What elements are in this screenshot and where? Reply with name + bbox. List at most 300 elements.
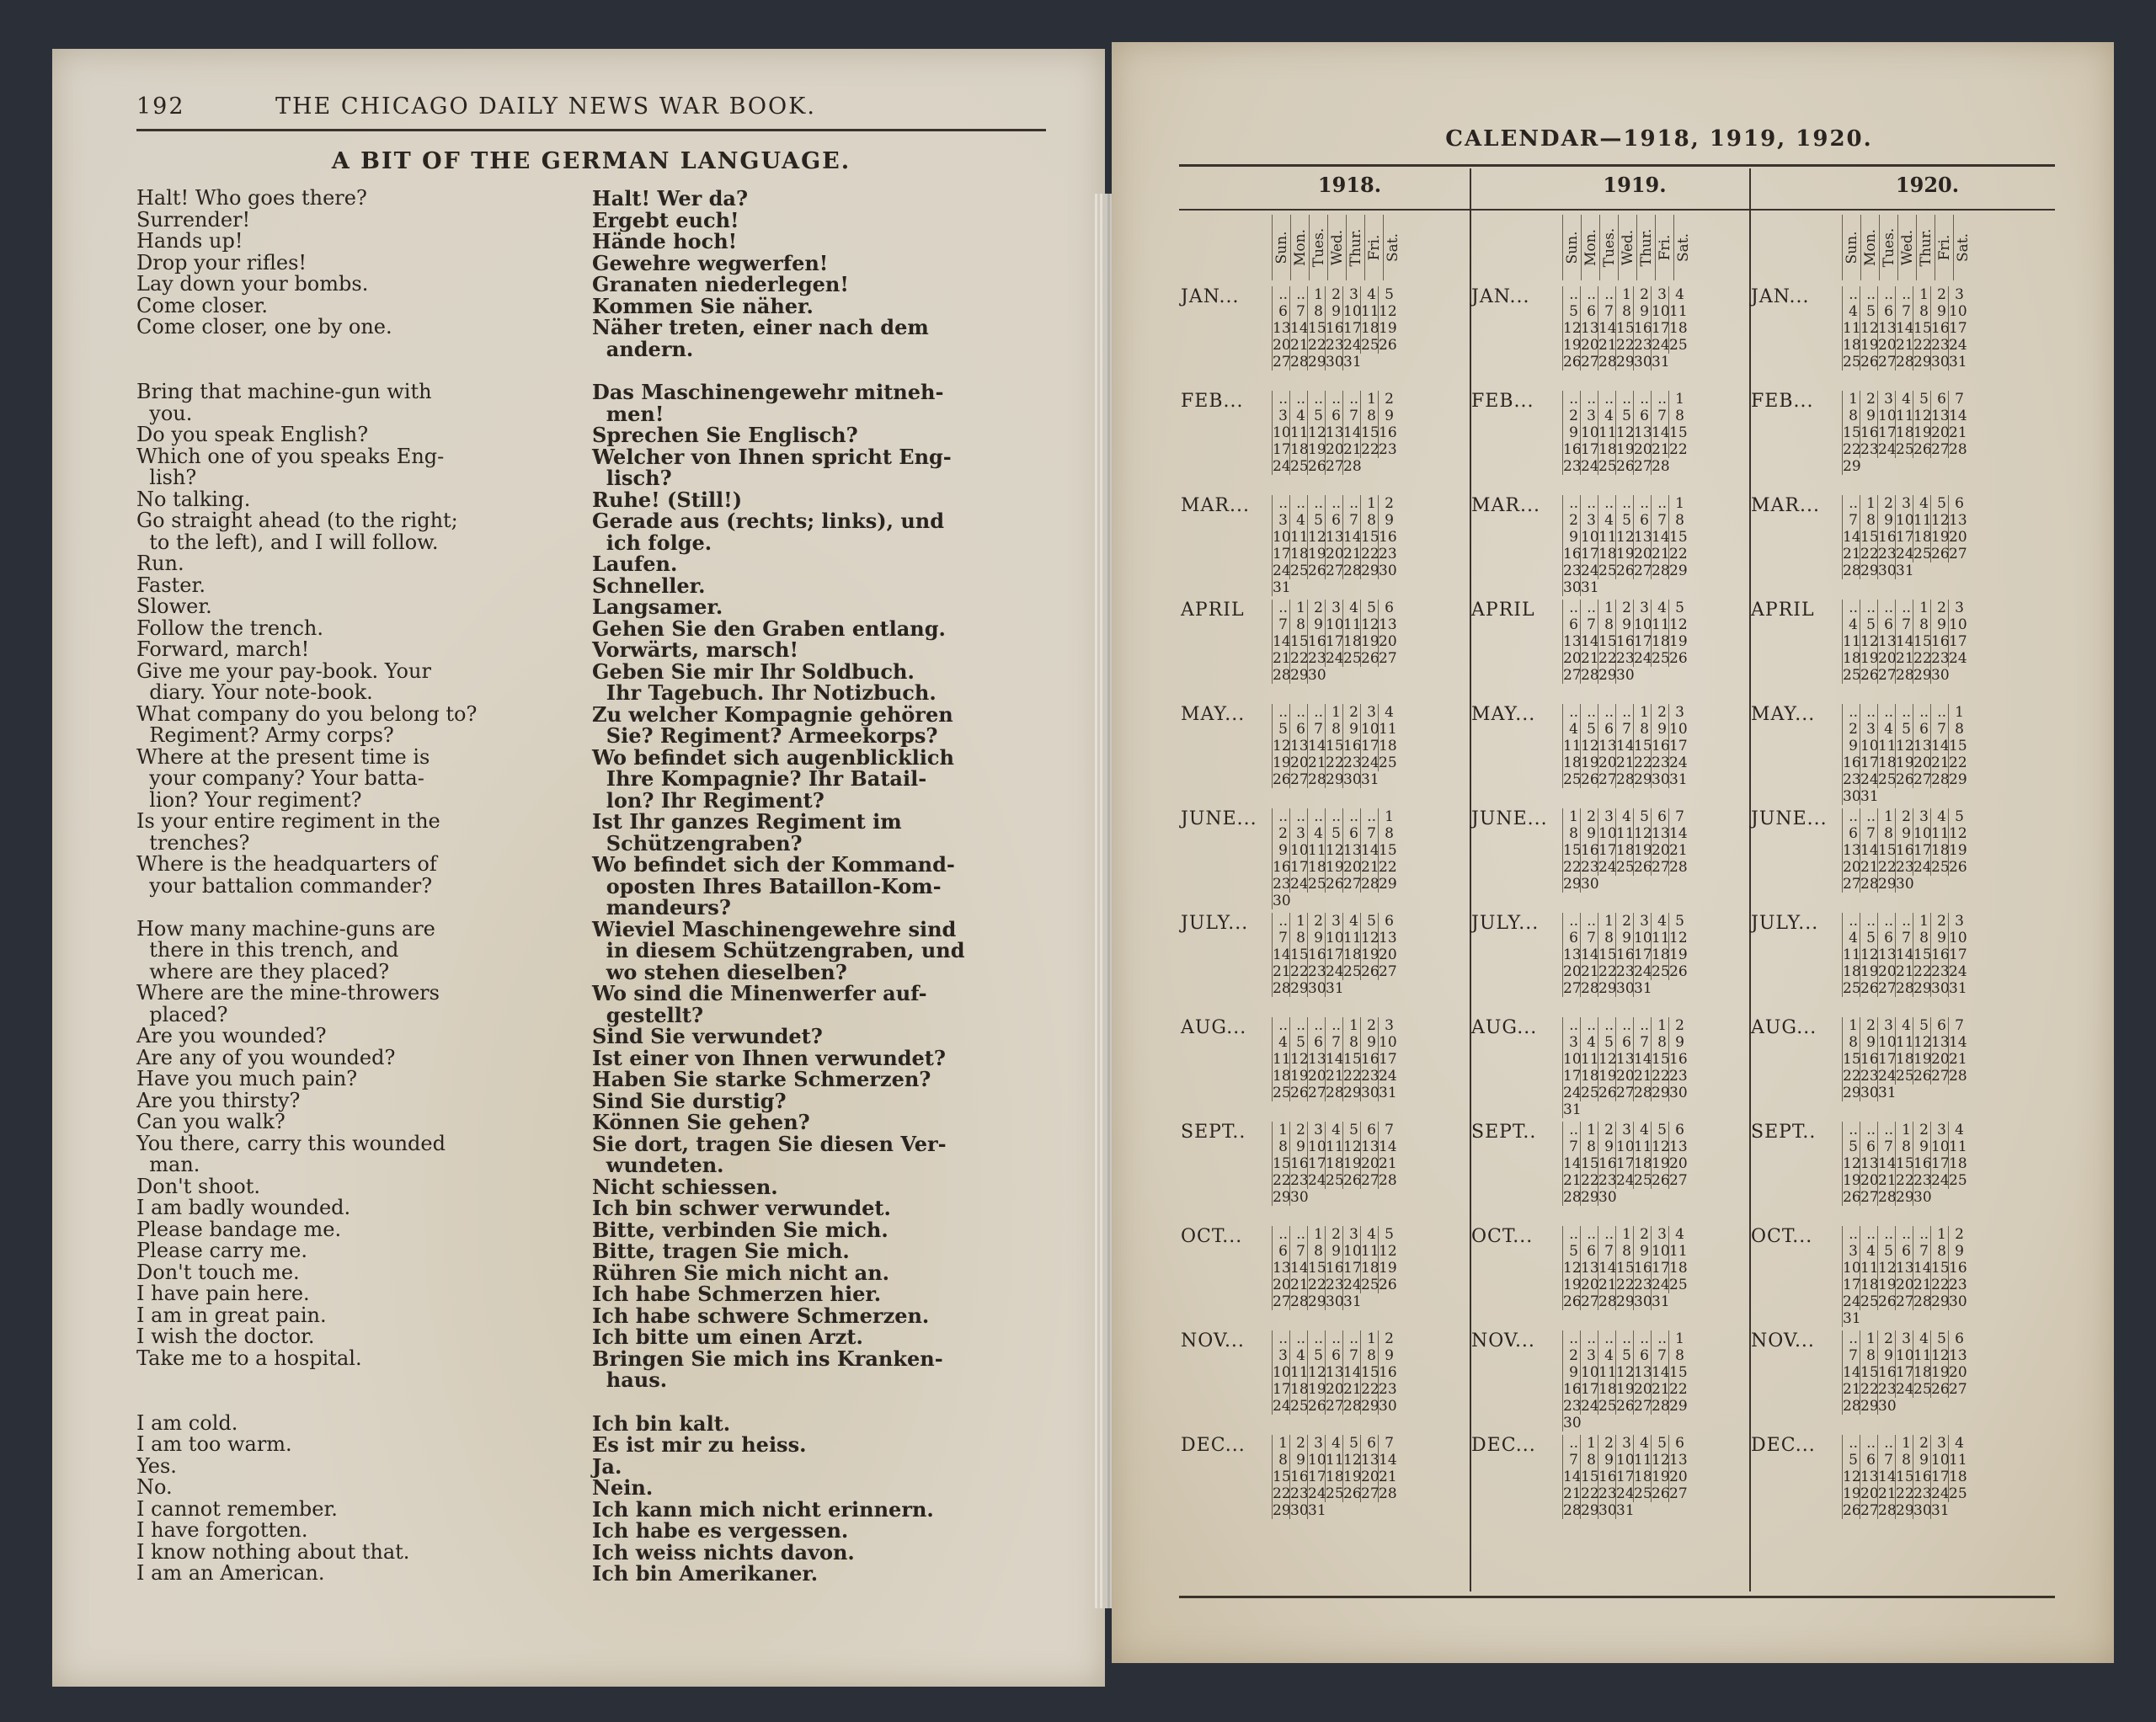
day-cell: 1: [1580, 1435, 1598, 1452]
day-cell: 12: [1598, 1051, 1617, 1068]
blank-day: ..: [1272, 913, 1289, 930]
day-cell: 12: [1563, 1260, 1582, 1277]
german-phrase: Ich kann mich nicht erinnern.: [592, 1496, 934, 1522]
week-row: [1272, 303, 1396, 320]
day-cell: 3: [1913, 808, 1930, 825]
week-row: [1562, 754, 1686, 771]
week-row: [1842, 1243, 1966, 1260]
blank-day: ..: [1342, 495, 1360, 512]
english-phrase: Come closer, one by one.: [136, 315, 392, 339]
day-cell: 12: [1616, 1364, 1635, 1381]
day-cell: 4: [1378, 704, 1396, 721]
day-cell: 9: [1615, 930, 1633, 946]
day-cell: 25: [1634, 1172, 1652, 1189]
day-cell: 5: [1877, 1243, 1895, 1260]
german-phrase: Schneller.: [592, 573, 706, 598]
day-cell: 19: [1860, 337, 1879, 354]
day-cell: 5: [1598, 1034, 1615, 1051]
english-phrase: Where are the mine-throwers placed?: [136, 981, 440, 1026]
day-cell: 30: [1326, 1293, 1344, 1310]
weekday-label: Wed.: [1898, 229, 1916, 266]
german-phrase: Sind Sie durstig?: [592, 1088, 787, 1113]
day-cell: 7: [1307, 721, 1325, 738]
day-cell: 15: [1860, 1364, 1879, 1381]
day-cell: 20: [1878, 963, 1897, 980]
day-cell: 12: [1273, 738, 1291, 754]
day-cell: 25: [1290, 562, 1309, 579]
month-block: [1179, 495, 1470, 600]
english-phrase: Slower.: [136, 594, 212, 618]
week-row: [1562, 286, 1686, 303]
blank-day: ..: [1272, 704, 1289, 721]
day-cell: 30: [1878, 562, 1897, 579]
blank-day: ..: [1877, 1435, 1895, 1452]
day-cell: 16: [1326, 320, 1344, 337]
blank-day: ..: [1580, 913, 1598, 930]
day-cell: 29: [1616, 1293, 1635, 1310]
day-cell: 12: [1652, 1138, 1670, 1155]
day-cell: 28: [1379, 1172, 1397, 1189]
day-cell: 7: [1651, 408, 1668, 424]
day-cell: 19: [1581, 754, 1599, 771]
weekday-label: Sat.: [1954, 232, 1972, 263]
day-cell: 2: [1325, 1226, 1342, 1243]
week-row: [1272, 913, 1396, 930]
weekday-cell: [1935, 215, 1953, 280]
english-phrase: Where at the present time is your company? Your batta- lion? Your regiment?: [136, 744, 430, 812]
blank-day: ..: [1307, 495, 1325, 512]
day-cell: 5: [1378, 286, 1396, 303]
day-cell: 29: [1913, 354, 1932, 371]
month-block: [1749, 1017, 2055, 1122]
day-cell: 30: [1308, 980, 1326, 997]
german-phrase: Kommen Sie näher.: [592, 293, 814, 318]
day-cell: 20: [1843, 859, 1861, 876]
day-cell: 22: [1896, 1485, 1914, 1502]
day-cell: 2: [1307, 600, 1325, 616]
month-block: [1749, 913, 2055, 1017]
month-grid: [1272, 286, 1396, 371]
day-cell: 24: [1581, 458, 1599, 475]
german-phrase: Ist Ihr ganzes Regiment im Schützengraben?: [592, 809, 902, 856]
day-cell: 12: [1379, 303, 1397, 320]
blank-day: ..: [1842, 704, 1860, 721]
day-cell: 29: [1931, 1293, 1950, 1310]
week-row: [1272, 946, 1396, 963]
day-cell: 27: [1878, 667, 1897, 684]
week-row: [1842, 546, 1966, 562]
day-cell: 24: [1843, 1293, 1861, 1310]
day-cell: 22: [1913, 963, 1932, 980]
day-cell: 20: [1361, 1469, 1380, 1485]
weekday-cell: [1383, 215, 1401, 280]
month-grid: [1562, 913, 1686, 997]
day-cell: 21: [1652, 1381, 1670, 1398]
day-cell: 29: [1878, 876, 1897, 893]
day-cell: 9: [1360, 1034, 1378, 1051]
day-cell: 27: [1290, 771, 1309, 788]
week-row: [1562, 424, 1686, 441]
day-cell: 14: [1896, 633, 1914, 650]
day-cell: 3: [1930, 1435, 1948, 1452]
blank-day: ..: [1325, 391, 1342, 408]
day-cell: 7: [1651, 512, 1668, 529]
month-block: [1749, 391, 2055, 495]
week-row: [1562, 1347, 1686, 1364]
day-cell: 25: [1652, 650, 1670, 667]
day-cell: 1: [1325, 704, 1342, 721]
day-cell: 30: [1290, 1189, 1309, 1206]
day-cell: 19: [1361, 633, 1380, 650]
day-cell: 15: [1308, 320, 1326, 337]
day-cell: 29: [1652, 1085, 1670, 1101]
day-cell: 24: [1326, 650, 1344, 667]
day-cell: 25: [1949, 1485, 1967, 1502]
day-cell: 24: [1273, 458, 1291, 475]
blank-day: ..: [1877, 600, 1895, 616]
month-grid: [1562, 1226, 1686, 1310]
week-row: [1842, 1347, 1966, 1364]
day-cell: 27: [1326, 1398, 1344, 1415]
day-cell: 6: [1842, 825, 1860, 842]
english-phrase: Forward, march!: [136, 637, 310, 661]
english-phrase: I am cold.: [136, 1410, 238, 1435]
day-cell: 14: [1308, 738, 1326, 754]
day-cell: 6: [1668, 1435, 1686, 1452]
weekday-header: [1842, 215, 1972, 280]
day-cell: 31: [1343, 1293, 1362, 1310]
day-cell: 8: [1668, 1347, 1686, 1364]
year-label-text: 1919.: [1603, 173, 1667, 197]
month-block: [1470, 808, 1749, 913]
day-cell: 22: [1860, 546, 1879, 562]
day-cell: 19: [1913, 1051, 1932, 1068]
day-cell: 23: [1634, 1277, 1652, 1293]
weekday-cell: [1327, 215, 1346, 280]
month-label: MAR...: [1751, 495, 1820, 516]
month-block: [1179, 391, 1470, 495]
blank-day: ..: [1842, 1226, 1860, 1243]
day-cell: 8: [1360, 1347, 1378, 1364]
german-phrase: Ergebt euch!: [592, 207, 739, 232]
month-label: AUG...: [1471, 1017, 1538, 1038]
english-phrase: I have pain here.: [136, 1282, 310, 1305]
week-row: [1272, 408, 1396, 424]
day-cell: 4: [1860, 1243, 1877, 1260]
day-cell: 7: [1342, 408, 1360, 424]
week-row: [1842, 320, 1966, 337]
day-cell: 19: [1379, 1260, 1397, 1277]
day-cell: 3: [1307, 1435, 1325, 1452]
day-cell: 7: [1895, 930, 1913, 946]
day-cell: 31: [1931, 1502, 1950, 1519]
week-row: [1562, 1189, 1686, 1206]
month-block: [1470, 1226, 1749, 1330]
day-cell: 2: [1289, 1435, 1307, 1452]
week-row: [1272, 1172, 1396, 1189]
week-row: [1272, 579, 1396, 596]
week-row: [1562, 458, 1686, 475]
day-cell: 26: [1598, 1085, 1617, 1101]
blank-day: ..: [1842, 495, 1860, 512]
german-phrase: Langsamer.: [592, 594, 723, 619]
day-cell: 20: [1634, 546, 1652, 562]
day-cell: 21: [1598, 337, 1617, 354]
day-cell: 18: [1343, 946, 1362, 963]
blank-day: ..: [1562, 600, 1580, 616]
day-cell: 12: [1361, 616, 1380, 633]
day-cell: 16: [1896, 842, 1914, 859]
german-phrase: Ist einer von Ihnen verwundet?: [592, 1045, 946, 1070]
day-cell: 2: [1860, 391, 1877, 408]
day-cell: 24: [1652, 337, 1670, 354]
day-cell: 18: [1669, 320, 1688, 337]
blank-day: ..: [1342, 1330, 1360, 1347]
week-row: [1562, 303, 1686, 320]
phrase-row: [136, 1197, 1063, 1219]
week-row: [1562, 1101, 1686, 1118]
day-cell: 17: [1896, 529, 1914, 546]
day-cell: 23: [1563, 458, 1582, 475]
day-cell: 1: [1307, 286, 1325, 303]
day-cell: 18: [1896, 1051, 1914, 1068]
day-cell: 7: [1580, 616, 1598, 633]
day-cell: 3: [1580, 512, 1598, 529]
day-cell: 17: [1634, 946, 1652, 963]
blank-day: ..: [1272, 1330, 1289, 1347]
day-cell: 4: [1930, 808, 1948, 825]
weekday-label: Sun.: [1273, 231, 1290, 264]
day-cell: 6: [1651, 808, 1668, 825]
day-cell: 13: [1290, 738, 1309, 754]
week-row: [1272, 859, 1396, 876]
day-cell: 15: [1669, 529, 1688, 546]
weekday-label: Mon.: [1291, 229, 1309, 266]
day-cell: 24: [1860, 771, 1879, 788]
day-cell: 9: [1860, 1034, 1877, 1051]
week-row: [1272, 1122, 1396, 1138]
month-label: JUNE...: [1471, 808, 1548, 829]
phrase-row: [136, 1133, 1063, 1176]
english-phrase: Faster.: [136, 573, 205, 597]
day-cell: 24: [1652, 1277, 1670, 1293]
week-row: [1562, 391, 1686, 408]
day-cell: 24: [1896, 1381, 1914, 1398]
weekday-header: [1272, 215, 1401, 280]
day-cell: 29: [1949, 771, 1967, 788]
year-block: [1179, 168, 1470, 1591]
day-cell: 4: [1289, 512, 1307, 529]
day-cell: 27: [1581, 1293, 1599, 1310]
day-cell: 28: [1343, 1398, 1362, 1415]
day-cell: 30: [1931, 980, 1950, 997]
day-cell: 20: [1931, 424, 1950, 441]
day-cell: 20: [1379, 946, 1397, 963]
day-cell: 8: [1615, 303, 1633, 320]
day-cell: 2: [1930, 286, 1948, 303]
phrase-row: [136, 1326, 1063, 1348]
blank-day: ..: [1930, 704, 1948, 721]
day-cell: 30: [1860, 1085, 1879, 1101]
phrase-row: [136, 618, 1063, 640]
day-cell: 22: [1343, 1068, 1362, 1085]
day-cell: 20: [1860, 1485, 1879, 1502]
day-cell: 7: [1668, 808, 1686, 825]
day-cell: 2: [1913, 1435, 1930, 1452]
month-grid: [1842, 913, 1966, 997]
day-cell: 17: [1326, 946, 1344, 963]
month-grid: [1272, 1122, 1396, 1206]
day-cell: 14: [1563, 1155, 1582, 1172]
day-cell: 13: [1581, 1260, 1599, 1277]
day-cell: 14: [1343, 529, 1362, 546]
german-phrase: Vorwärts, marsch!: [592, 637, 798, 662]
day-cell: 22: [1669, 1381, 1688, 1398]
month-label: SEPT..: [1471, 1122, 1537, 1143]
day-cell: 16: [1273, 859, 1291, 876]
week-row: [1562, 1398, 1686, 1415]
day-cell: 17: [1361, 738, 1380, 754]
week-row: [1272, 286, 1396, 303]
month-block: [1749, 1435, 2055, 1539]
day-cell: 23: [1598, 1172, 1617, 1189]
day-cell: 22: [1581, 1172, 1599, 1189]
phrase-row: [136, 639, 1063, 661]
month-grid: [1272, 1017, 1396, 1101]
day-cell: 29: [1616, 354, 1635, 371]
day-cell: 22: [1290, 650, 1309, 667]
day-cell: 27: [1669, 1485, 1688, 1502]
day-cell: 24: [1949, 963, 1967, 980]
month-grid: [1562, 1435, 1686, 1519]
day-cell: 9: [1651, 721, 1668, 738]
day-cell: 31: [1652, 354, 1670, 371]
day-cell: 22: [1878, 859, 1897, 876]
day-cell: 4: [1325, 1435, 1342, 1452]
month-grid: [1272, 704, 1396, 788]
blank-day: ..: [1598, 704, 1615, 721]
day-cell: 12: [1308, 1364, 1326, 1381]
day-cell: 29: [1896, 1189, 1914, 1206]
phrase-row: [136, 596, 1063, 618]
day-cell: 18: [1379, 738, 1397, 754]
day-cell: 25: [1343, 963, 1362, 980]
day-cell: 9: [1325, 303, 1342, 320]
week-row: [1272, 1226, 1396, 1243]
day-cell: 25: [1290, 1398, 1309, 1415]
day-cell: 1: [1360, 1330, 1378, 1347]
day-cell: 6: [1378, 913, 1396, 930]
day-cell: 9: [1562, 529, 1580, 546]
day-cell: 22: [1843, 1068, 1861, 1085]
week-row: [1272, 704, 1396, 721]
day-cell: 21: [1616, 754, 1635, 771]
blank-day: ..: [1842, 913, 1860, 930]
month-label: DEC...: [1751, 1435, 1816, 1456]
day-cell: 10: [1931, 1452, 1950, 1469]
day-cell: 14: [1843, 529, 1861, 546]
week-row: [1562, 1155, 1686, 1172]
week-row: [1842, 337, 1966, 354]
day-cell: 26: [1343, 1172, 1362, 1189]
week-row: [1272, 963, 1396, 980]
day-cell: 12: [1860, 320, 1879, 337]
week-row: [1562, 771, 1686, 788]
week-row: [1562, 1469, 1686, 1485]
day-cell: 8: [1860, 1347, 1877, 1364]
month-grid: [1272, 1226, 1396, 1310]
month-grid: [1842, 704, 1966, 805]
day-cell: 8: [1580, 1138, 1598, 1155]
week-row: [1842, 876, 1966, 893]
day-cell: 8: [1307, 303, 1325, 320]
day-cell: 29: [1913, 980, 1932, 997]
day-cell: 2: [1562, 512, 1580, 529]
day-cell: 18: [1563, 754, 1582, 771]
week-row: [1272, 546, 1396, 562]
phrase-row: [136, 1348, 1063, 1391]
day-cell: 7: [1289, 303, 1307, 320]
day-cell: 9: [1860, 408, 1877, 424]
day-cell: 13: [1563, 946, 1582, 963]
day-cell: 25: [1290, 458, 1309, 475]
weekday-cell: [1673, 215, 1692, 280]
phrase-row: [136, 1045, 1063, 1070]
day-cell: 27: [1878, 354, 1897, 371]
week-row: [1272, 354, 1396, 371]
month-label: JUNE...: [1181, 808, 1257, 829]
week-row: [1272, 930, 1396, 946]
day-cell: 28: [1860, 876, 1879, 893]
day-cell: 19: [1273, 754, 1291, 771]
blank-day: ..: [1342, 391, 1360, 408]
day-cell: 28: [1343, 458, 1362, 475]
day-cell: 27: [1652, 859, 1670, 876]
day-cell: 12: [1634, 825, 1652, 842]
english-phrase: Can you walk?: [136, 1110, 286, 1133]
day-cell: 5: [1580, 721, 1598, 738]
month-grid: [1272, 600, 1396, 684]
week-row: [1562, 859, 1686, 876]
week-row: [1562, 876, 1686, 893]
day-cell: 21: [1581, 650, 1599, 667]
day-cell: 10: [1860, 738, 1879, 754]
day-cell: 17: [1616, 1155, 1635, 1172]
week-row: [1562, 1364, 1686, 1381]
english-phrase: Halt! Who goes there?: [136, 186, 367, 210]
day-cell: 15: [1290, 946, 1309, 963]
day-cell: 10: [1896, 512, 1914, 529]
day-cell: 21: [1913, 1277, 1932, 1293]
day-cell: 17: [1581, 546, 1599, 562]
day-cell: 18: [1290, 1381, 1309, 1398]
week-row: [1562, 825, 1686, 842]
day-cell: 26: [1581, 771, 1599, 788]
day-cell: 26: [1308, 458, 1326, 475]
day-cell: 4: [1325, 1122, 1342, 1138]
day-cell: 13: [1598, 738, 1617, 754]
english-phrase: Bring that machine-gun with you.: [136, 380, 432, 425]
day-cell: 8: [1948, 721, 1966, 738]
day-cell: 22: [1308, 1277, 1326, 1293]
month-grid: [1272, 808, 1396, 909]
day-cell: 23: [1669, 1068, 1688, 1085]
day-cell: 9: [1307, 616, 1325, 633]
day-cell: 10: [1581, 424, 1599, 441]
day-cell: 31: [1581, 579, 1599, 596]
blank-day: ..: [1842, 808, 1860, 825]
day-cell: 2: [1598, 1122, 1615, 1138]
